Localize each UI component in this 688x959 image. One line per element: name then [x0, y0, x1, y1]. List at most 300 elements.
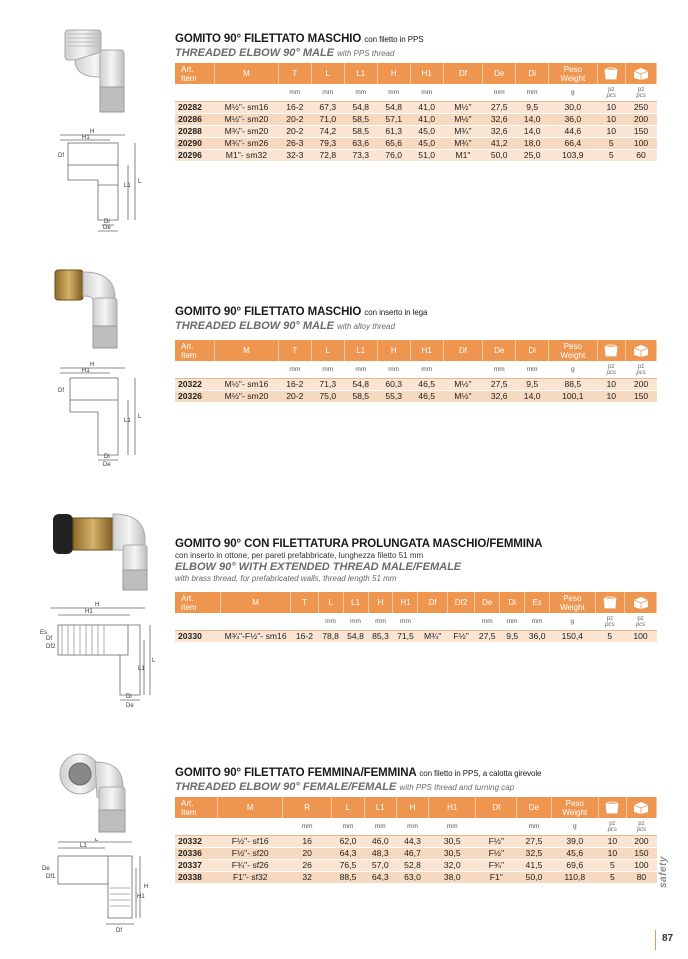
- table-row: [175, 631, 657, 643]
- title-en-sub: with PPS thread and turning cap: [399, 783, 515, 792]
- unit-cell: mm: [516, 361, 549, 379]
- table-cell: 71,5: [393, 631, 418, 643]
- table-cell: 71,3: [311, 379, 344, 391]
- title-en: ELBOW 90° WITH EXTENDED THREAD MALE/FEMALE: [175, 561, 462, 573]
- table-cell: 36,0: [525, 631, 550, 643]
- unit-cell: g: [550, 613, 595, 631]
- table-cell: 10: [597, 379, 626, 391]
- table-row: [175, 391, 657, 403]
- table-row: [175, 836, 657, 848]
- page-number-bar: [655, 930, 656, 950]
- drawing-label-h1: H1: [85, 609, 93, 615]
- table-cell: 150: [626, 391, 657, 403]
- table-cell: M½"- sm20: [215, 114, 279, 126]
- unit-cell: mm: [483, 84, 516, 102]
- table-row: [175, 138, 657, 150]
- table-cell: F½"- sf16: [218, 836, 282, 848]
- table-cell: 5: [598, 860, 626, 872]
- unit-cell: mm: [368, 613, 393, 631]
- table-header-cell: L1: [364, 797, 396, 818]
- table-cell: 45,0: [410, 138, 443, 150]
- unit-cell: [418, 613, 448, 631]
- article-code: 20288: [175, 126, 215, 138]
- table-cell: 80: [626, 872, 656, 884]
- table-cell: M¾"- sm20: [215, 126, 279, 138]
- drawing-label-h1: H1: [82, 368, 90, 374]
- spec-table-4: [175, 797, 657, 884]
- header-box-icon: [595, 592, 625, 613]
- unit-cell: mm: [516, 84, 549, 102]
- table-cell: 32,6: [483, 126, 516, 138]
- table-cell: 27,5: [517, 836, 551, 848]
- drawing-label-h1: H1: [137, 894, 145, 900]
- table-cell: 71,0: [311, 114, 344, 126]
- unit-cell: [215, 361, 279, 379]
- table-cell: 54,8: [377, 102, 410, 114]
- carton-box-icon: [633, 344, 649, 357]
- table-cell: 32,5: [517, 848, 551, 860]
- header-carton-icon: [626, 340, 657, 361]
- table-header-cell: R: [282, 797, 331, 818]
- drawing-label-df2: Df2: [46, 644, 56, 650]
- table-cell: 5: [595, 631, 625, 643]
- unit-cell: mm: [483, 361, 516, 379]
- product-photo-female-elbow: [45, 742, 160, 837]
- table-cell: 18,0: [516, 138, 549, 150]
- box-icon: [603, 67, 619, 80]
- table-cell: 73,3: [344, 150, 377, 162]
- unit-cell: pz pcs: [626, 361, 657, 379]
- unit-cell: [447, 613, 474, 631]
- table-cell: 100: [625, 631, 657, 643]
- table-cell: 100: [626, 860, 656, 872]
- table-cell: 32,6: [483, 391, 516, 403]
- drawing-label-l1: L1: [138, 666, 145, 672]
- table-header-cell: Peso Weight: [549, 63, 597, 84]
- table-cell: 10: [597, 102, 626, 114]
- table-cell: 30,0: [549, 102, 597, 114]
- article-code: 20286: [175, 114, 215, 126]
- unit-cell: mm: [429, 818, 476, 836]
- title-it: [175, 766, 655, 781]
- title-en: [175, 47, 655, 60]
- table-cell: M½": [443, 114, 483, 126]
- table-header-cell: H1: [410, 340, 443, 361]
- table-header-cell: Peso Weight: [550, 592, 595, 613]
- article-code: 20330: [175, 631, 220, 643]
- table-cell: 62,0: [332, 836, 364, 848]
- unit-cell: mm: [332, 818, 364, 836]
- unit-cell: [220, 613, 290, 631]
- table-header-cell: H1: [393, 592, 418, 613]
- table-cell: 5: [598, 872, 626, 884]
- table-cell: 200: [626, 114, 657, 126]
- table-cell: 20: [282, 848, 331, 860]
- unit-cell: g: [549, 361, 597, 379]
- table-cell: 60: [626, 150, 657, 162]
- drawing-label-di: Di: [104, 454, 110, 460]
- table-row: [175, 379, 657, 391]
- drawing-label-de: De: [42, 866, 50, 872]
- table-header-cell: T: [278, 63, 311, 84]
- unit-cell: mm: [278, 361, 311, 379]
- drawing-label-l1: L1: [124, 418, 131, 424]
- table-cell: 75,0: [311, 391, 344, 403]
- table-cell: 54,8: [344, 102, 377, 114]
- table-cell: 44,6: [549, 126, 597, 138]
- title-it-sub: con filetto in PPS: [364, 35, 424, 44]
- table-header-cell: H: [377, 340, 410, 361]
- table-cell: 58,5: [344, 126, 377, 138]
- table-cell: F1": [476, 872, 517, 884]
- article-code: 20296: [175, 150, 215, 162]
- title-en-sub: with alloy thread: [337, 322, 395, 331]
- table-cell: 100,1: [549, 391, 597, 403]
- table-units-row: [175, 84, 657, 102]
- article-code: 20332: [175, 836, 218, 848]
- table-cell: 10: [597, 114, 626, 126]
- table-cell: 150,4: [550, 631, 595, 643]
- table-cell: 150: [626, 848, 656, 860]
- table-cell: F½": [447, 631, 474, 643]
- section-2-titles: [175, 305, 655, 333]
- unit-cell: pz pcs: [595, 613, 625, 631]
- table-header-row: [175, 592, 657, 613]
- table-header-row: [175, 340, 657, 361]
- page-number: 87: [662, 933, 674, 944]
- title-en-main: THREADED ELBOW 90° FEMALE/FEMALE: [175, 781, 397, 793]
- article-code: 20322: [175, 379, 215, 391]
- header-carton-icon: [626, 797, 656, 818]
- drawing-label-h: H: [90, 129, 95, 135]
- unit-cell: mm: [396, 818, 428, 836]
- table-cell: 27,5: [475, 631, 500, 643]
- title-it-sub: con filetto in PPS, a calotta girevole: [419, 769, 542, 778]
- table-cell: 110,8: [551, 872, 598, 884]
- drawing-label-de: De: [126, 703, 134, 709]
- carton-box-icon: [633, 801, 649, 814]
- unit-cell: pz pcs: [597, 84, 626, 102]
- unit-cell: pz pcs: [626, 818, 656, 836]
- table-cell: 10: [598, 848, 626, 860]
- drawing-label-l1: L1: [124, 183, 131, 189]
- table-cell: 67,3: [311, 102, 344, 114]
- table-cell: 41,0: [410, 102, 443, 114]
- article-code: 20290: [175, 138, 215, 150]
- unit-cell: [218, 818, 282, 836]
- table-cell: 88,5: [332, 872, 364, 884]
- table-header-cell: Di: [500, 592, 525, 613]
- table-cell: M½"- sm16: [215, 102, 279, 114]
- table-cell: 5: [597, 150, 626, 162]
- table-cell: M¾"-F½"- sm16: [220, 631, 290, 643]
- carton-box-icon: [633, 596, 649, 609]
- table-header-cell: M: [215, 340, 279, 361]
- table-header-cell: L: [311, 63, 344, 84]
- table-cell: 16-2: [278, 379, 311, 391]
- table-cell: 79,3: [311, 138, 344, 150]
- table-cell: 50,0: [517, 872, 551, 884]
- table-cell: F¾": [476, 860, 517, 872]
- box-icon: [604, 801, 620, 814]
- unit-cell: [175, 818, 218, 836]
- table-cell: 14,0: [516, 114, 549, 126]
- table-cell: 65,6: [377, 138, 410, 150]
- table-cell: 10: [597, 391, 626, 403]
- table-cell: M½": [443, 391, 483, 403]
- unit-cell: mm: [364, 818, 396, 836]
- table-cell: 46,7: [396, 848, 428, 860]
- technical-drawing-1: [40, 125, 160, 235]
- drawing-label-di: Di: [104, 219, 110, 225]
- unit-cell: mm: [500, 613, 525, 631]
- unit-cell: pz pcs: [626, 84, 657, 102]
- drawing-label-df1: Df1: [46, 874, 56, 880]
- table-cell: 27,5: [483, 102, 516, 114]
- table-header-cell: Df2: [447, 592, 474, 613]
- spec-table-3: [175, 592, 657, 643]
- drawing-label-l1: L1: [80, 843, 87, 849]
- unit-cell: mm: [377, 361, 410, 379]
- table-header-cell: L1: [344, 340, 377, 361]
- table-cell: 10: [598, 836, 626, 848]
- table-cell: 54,8: [343, 631, 368, 643]
- table-cell: 76,5: [332, 860, 364, 872]
- table-cell: 41,5: [517, 860, 551, 872]
- table-cell: 58,5: [344, 391, 377, 403]
- unit-cell: mm: [410, 361, 443, 379]
- table-cell: 9,5: [500, 631, 525, 643]
- table-header-cell: De: [483, 63, 516, 84]
- table-cell: 26: [282, 860, 331, 872]
- technical-drawing-3: [40, 600, 160, 710]
- table-cell: 150: [626, 126, 657, 138]
- table-cell: 48,3: [364, 848, 396, 860]
- table-cell: 14,0: [516, 126, 549, 138]
- table-units-row: [175, 613, 657, 631]
- title-it-sub: con inserto in lega: [364, 308, 428, 317]
- table-header-row: [175, 63, 657, 84]
- table-cell: 46,5: [410, 379, 443, 391]
- table-cell: 16-2: [278, 102, 311, 114]
- table-header-cell: H1: [429, 797, 476, 818]
- unit-cell: mm: [393, 613, 418, 631]
- drawing-label-l: L: [138, 414, 142, 420]
- table-cell: 54,8: [344, 379, 377, 391]
- box-icon: [603, 344, 619, 357]
- unit-cell: [175, 613, 220, 631]
- table-cell: 72,8: [311, 150, 344, 162]
- table-cell: 200: [626, 836, 656, 848]
- title-it: [175, 305, 655, 320]
- table-cell: 14,0: [516, 391, 549, 403]
- product-photo-male-elbow-pps: [45, 22, 160, 117]
- table-header-cell: L: [332, 797, 364, 818]
- title-it: GOMITO 90° CON FILETTATURA PROLUNGATA MASCHIO/FEMMINA: [175, 538, 543, 550]
- table-header-cell: L: [318, 592, 343, 613]
- table-units-row: [175, 818, 657, 836]
- table-cell: M¾"- sm26: [215, 138, 279, 150]
- drawing-label-es: Es: [40, 630, 48, 636]
- table-cell: 63,0: [396, 872, 428, 884]
- drawing-label-df: Df: [116, 928, 122, 934]
- title-en-main: THREADED ELBOW 90° MALE: [175, 47, 335, 59]
- table-cell: M½"- sm20: [215, 391, 279, 403]
- table-cell: 36,0: [549, 114, 597, 126]
- table-cell: 45,0: [410, 126, 443, 138]
- header-box-icon: [597, 340, 626, 361]
- product-photo-extended-thread-elbow: [45, 500, 160, 595]
- table-cell: 30,5: [429, 848, 476, 860]
- box-icon: [602, 596, 618, 609]
- unit-cell: [443, 361, 483, 379]
- table-cell: 5: [597, 138, 626, 150]
- table-cell: 64,3: [364, 872, 396, 884]
- table-header-cell: De: [483, 340, 516, 361]
- table-cell: M1": [443, 150, 483, 162]
- header-carton-icon: [626, 63, 657, 84]
- table-cell: 46,5: [410, 391, 443, 403]
- table-cell: 20-2: [278, 114, 311, 126]
- safety-logo: safety: [658, 856, 669, 888]
- drawing-label-h: H: [90, 362, 95, 368]
- carton-box-icon: [633, 67, 649, 80]
- table-header-cell: De: [475, 592, 500, 613]
- header-carton-icon: [625, 592, 657, 613]
- table-cell: 66,4: [549, 138, 597, 150]
- table-cell: 78,8: [318, 631, 343, 643]
- table-cell: 38,0: [429, 872, 476, 884]
- table-header-cell: Df: [476, 797, 517, 818]
- unit-cell: mm: [344, 361, 377, 379]
- article-code: 20282: [175, 102, 215, 114]
- table-cell: 88,5: [549, 379, 597, 391]
- table-cell: M½": [443, 102, 483, 114]
- technical-drawing-4: [40, 838, 160, 948]
- table-header-cell: Art. Item: [175, 797, 218, 818]
- table-cell: 20-2: [278, 126, 311, 138]
- product-photo-male-elbow-alloy: [45, 258, 160, 353]
- unit-cell: mm: [343, 613, 368, 631]
- article-code: 20326: [175, 391, 215, 403]
- table-header-cell: De: [517, 797, 551, 818]
- table-header-row: [175, 797, 657, 818]
- unit-cell: g: [551, 818, 598, 836]
- table-cell: 76,0: [377, 150, 410, 162]
- table-cell: 58,5: [344, 114, 377, 126]
- table-row: [175, 860, 657, 872]
- table-header-cell: M: [218, 797, 282, 818]
- table-cell: 74,2: [311, 126, 344, 138]
- drawing-label-di: Di: [126, 694, 132, 700]
- table-cell: 61,3: [377, 126, 410, 138]
- table-row: [175, 872, 657, 884]
- table-cell: 200: [626, 379, 657, 391]
- table-cell: 39,0: [551, 836, 598, 848]
- table-cell: 25,0: [516, 150, 549, 162]
- table-cell: F½"- sf20: [218, 848, 282, 860]
- table-cell: 41,0: [410, 114, 443, 126]
- table-header-cell: Art. Item: [175, 592, 220, 613]
- unit-cell: [175, 361, 215, 379]
- table-header-cell: Di: [516, 63, 549, 84]
- drawing-label-l: L: [138, 179, 142, 185]
- title-en: [175, 320, 655, 333]
- table-header-cell: Df: [443, 340, 483, 361]
- article-code: 20338: [175, 872, 218, 884]
- title-en-main: THREADED ELBOW 90° MALE: [175, 320, 335, 332]
- section-1-titles: [175, 32, 655, 60]
- table-header-cell: L: [311, 340, 344, 361]
- description-it: con inserto in ottone, per pareti prefabbricate, lunghezza filetto 51 mm: [175, 551, 424, 560]
- unit-cell: [443, 84, 483, 102]
- table-cell: 57,0: [364, 860, 396, 872]
- table-cell: 103,9: [549, 150, 597, 162]
- unit-cell: mm: [311, 361, 344, 379]
- table-cell: F1"- sf32: [218, 872, 282, 884]
- table-header-cell: L1: [343, 592, 368, 613]
- table-cell: M½"- sm16: [215, 379, 279, 391]
- unit-cell: mm: [377, 84, 410, 102]
- table-cell: F½": [476, 836, 517, 848]
- drawing-label-df: Df: [58, 388, 64, 394]
- table-cell: 9,5: [516, 102, 549, 114]
- table-row: [175, 102, 657, 114]
- table-cell: M¾": [443, 126, 483, 138]
- header-box-icon: [598, 797, 626, 818]
- section-3-titles: [175, 537, 655, 584]
- table-cell: 55,3: [377, 391, 410, 403]
- table-cell: 60,3: [377, 379, 410, 391]
- unit-cell: g: [549, 84, 597, 102]
- table-cell: 51,0: [410, 150, 443, 162]
- table-cell: 250: [626, 102, 657, 114]
- section-4-titles: [175, 766, 655, 794]
- unit-cell: mm: [282, 818, 331, 836]
- unit-cell: mm: [410, 84, 443, 102]
- table-cell: 16: [282, 836, 331, 848]
- unit-cell: [476, 818, 517, 836]
- unit-cell: [215, 84, 279, 102]
- table-cell: 52,8: [396, 860, 428, 872]
- table-header-cell: Df: [443, 63, 483, 84]
- title-it: [175, 32, 655, 47]
- drawing-label-df: Df: [58, 153, 64, 159]
- table-cell: 26-3: [278, 138, 311, 150]
- table-header-cell: H1: [410, 63, 443, 84]
- table-header-cell: Di: [516, 340, 549, 361]
- unit-cell: mm: [278, 84, 311, 102]
- drawing-label-df: Df: [46, 636, 52, 642]
- table-cell: 41,2: [483, 138, 516, 150]
- drawing-label-l: L: [95, 838, 99, 843]
- header-box-icon: [597, 63, 626, 84]
- table-cell: F¾"- sf26: [218, 860, 282, 872]
- unit-cell: pz pcs: [598, 818, 626, 836]
- table-header-cell: H: [396, 797, 428, 818]
- table-header-cell: H: [377, 63, 410, 84]
- table-header-cell: Peso Weight: [549, 340, 597, 361]
- table-cell: 32: [282, 872, 331, 884]
- table-cell: 16-2: [291, 631, 318, 643]
- table-header-cell: Peso Weight: [551, 797, 598, 818]
- table-header-cell: Art. Item: [175, 63, 215, 84]
- table-header-cell: Es: [525, 592, 550, 613]
- table-header-cell: T: [291, 592, 318, 613]
- table-cell: 85,3: [368, 631, 393, 643]
- table-row: [175, 848, 657, 860]
- table-row: [175, 150, 657, 162]
